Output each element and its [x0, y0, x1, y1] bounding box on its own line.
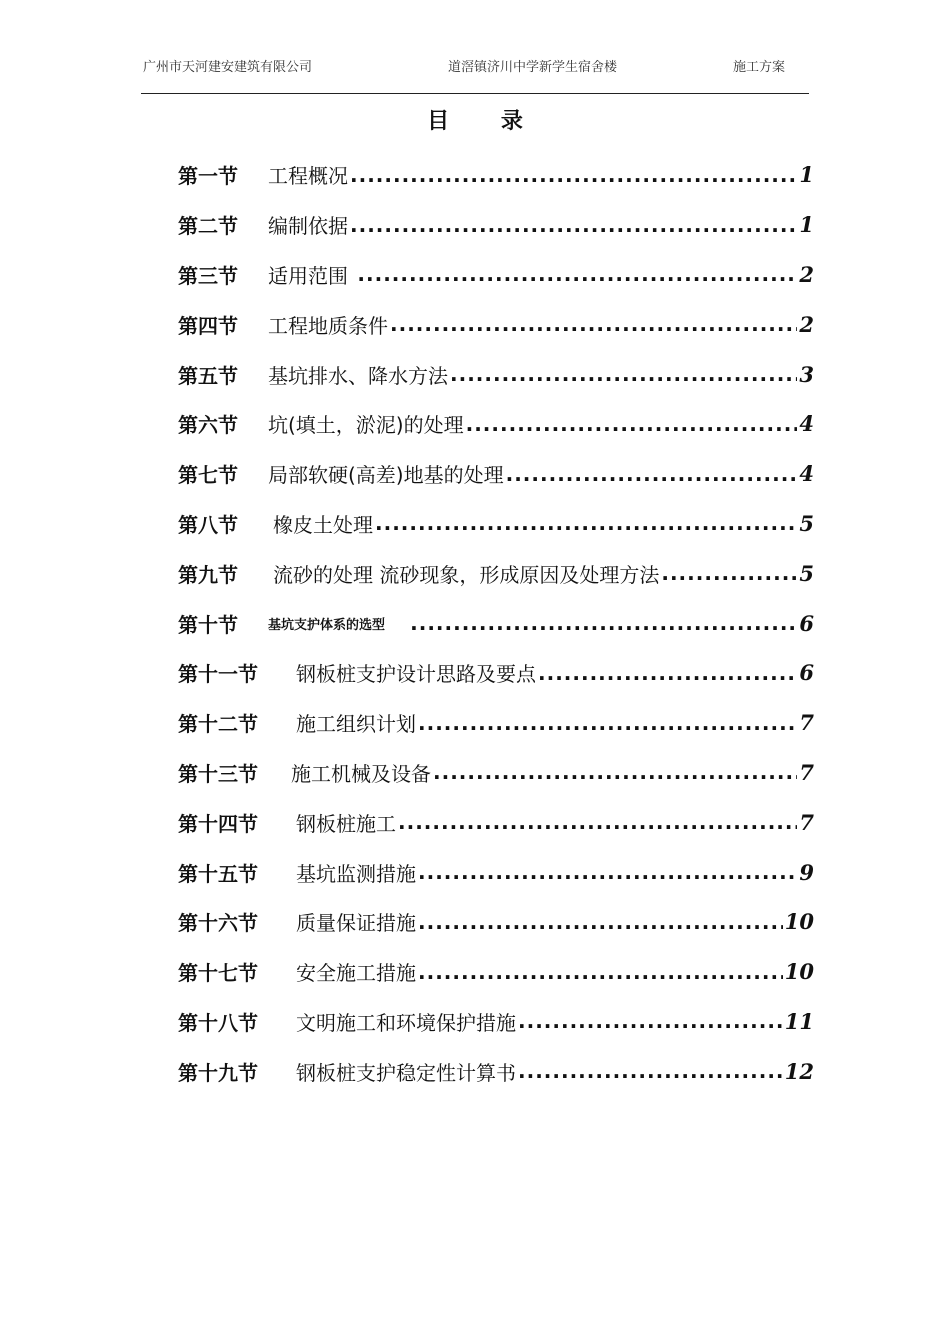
toc-entry[interactable]	[178, 1046, 814, 1096]
toc-entry-page: 4	[799, 411, 814, 437]
toc-dot-leader	[418, 712, 797, 734]
toc-entry-section: 第四节	[178, 313, 238, 338]
toc-entry[interactable]	[178, 150, 814, 200]
toc-entry[interactable]	[178, 698, 814, 748]
toc-entry[interactable]	[178, 499, 814, 549]
toc-entry-page: 6	[799, 660, 814, 686]
toc-entry[interactable]	[178, 399, 814, 449]
table-of-contents	[178, 150, 814, 1096]
toc-dot-leader	[661, 562, 797, 584]
header-divider	[141, 93, 809, 94]
toc-entry-page: 11	[784, 1008, 814, 1034]
toc-entry[interactable]	[178, 598, 814, 648]
toc-entry-page: 1	[799, 212, 814, 238]
toc-dot-leader	[518, 1060, 783, 1082]
header-company-name: 广州市天河建安建筑有限公司	[143, 60, 313, 75]
toc-dot-leader	[357, 263, 797, 285]
toc-entry-title: 流砂的处理 流砂现象，形成原因及处理方法	[273, 562, 660, 587]
toc-entry[interactable]	[178, 797, 814, 847]
toc-dot-leader	[418, 911, 783, 933]
toc-entry-page: 4	[799, 461, 814, 487]
toc-dot-leader	[518, 1010, 783, 1032]
toc-entry-section: 第十四节	[178, 811, 258, 836]
toc-entry-section: 第十八节	[178, 1010, 258, 1035]
toc-title: 目 录	[427, 109, 545, 134]
toc-dot-leader	[538, 662, 797, 684]
toc-entry-page: 1	[799, 162, 814, 188]
toc-entry-page: 7	[799, 759, 814, 785]
toc-entry-section: 第三节	[178, 263, 238, 288]
toc-dot-leader	[410, 612, 797, 634]
toc-dot-leader	[466, 413, 798, 435]
toc-entry-title: 钢板桩支护设计思路及要点	[296, 662, 536, 687]
toc-entry-page: 10	[784, 959, 814, 985]
header-project-name: 道滘镇济川中学新学生宿舍楼	[448, 60, 618, 75]
toc-dot-leader	[418, 961, 783, 983]
toc-entry-section: 第一节	[178, 164, 238, 189]
toc-entry-page: 6	[799, 610, 814, 636]
toc-entry[interactable]	[178, 847, 814, 897]
toc-entry-section: 第十五节	[178, 861, 258, 886]
toc-entry-title: 质量保证措施	[296, 911, 416, 936]
toc-entry[interactable]	[178, 449, 814, 499]
toc-dot-leader	[398, 811, 797, 833]
toc-dot-leader	[350, 164, 797, 186]
toc-dot-leader	[390, 313, 797, 335]
toc-entry-title: 工程概况	[268, 164, 348, 189]
toc-entry-section: 第五节	[178, 363, 238, 388]
toc-dot-leader	[350, 214, 797, 236]
toc-entry[interactable]	[178, 250, 814, 300]
toc-entry-section: 第九节	[178, 562, 238, 587]
toc-entry-section: 第七节	[178, 463, 238, 488]
toc-dot-leader	[418, 861, 797, 883]
toc-entry[interactable]	[178, 648, 814, 698]
toc-entry[interactable]	[178, 897, 814, 947]
toc-entry-page: 2	[799, 261, 814, 287]
toc-entry-title: 基坑监测措施	[296, 861, 416, 886]
page-header	[0, 56, 950, 76]
toc-entry-page: 9	[799, 859, 814, 885]
toc-entry-title: 基坑支护体系的选型	[268, 617, 386, 633]
toc-entry[interactable]	[178, 200, 814, 250]
toc-dot-leader	[433, 761, 797, 783]
toc-entry[interactable]	[178, 947, 814, 997]
toc-entry-page: 7	[799, 710, 814, 736]
toc-entry-title: 橡皮土处理	[273, 512, 373, 537]
toc-entry-title: 施工组织计划	[296, 712, 416, 737]
toc-entry-title: 局部软硬(高差)地基的处理	[268, 463, 504, 488]
toc-dot-leader	[450, 363, 797, 385]
toc-entry-page: 5	[799, 560, 814, 586]
toc-entry-title: 编制依据	[268, 214, 348, 239]
toc-entry-title: 钢板桩支护稳定性计算书	[296, 1060, 516, 1085]
toc-entry-title: 基坑排水、降水方法	[268, 363, 448, 388]
toc-entry-title: 施工机械及设备	[291, 761, 431, 786]
toc-entry-page: 3	[799, 361, 814, 387]
toc-entry-title: 适用范围	[268, 263, 348, 288]
toc-entry[interactable]	[178, 748, 814, 798]
toc-entry-title: 工程地质条件	[268, 313, 388, 338]
toc-entry-page: 5	[799, 510, 814, 536]
toc-entry-page: 10	[784, 909, 814, 935]
header-document-type: 施工方案	[733, 60, 786, 75]
toc-entry-title: 文明施工和环境保护措施	[296, 1010, 516, 1035]
toc-entry-title: 坑(填土，淤泥)的处理	[268, 413, 464, 438]
toc-entry-section: 第十六节	[178, 911, 258, 936]
toc-entry-section: 第十二节	[178, 712, 258, 737]
toc-entry[interactable]	[178, 349, 814, 399]
toc-entry[interactable]	[178, 548, 814, 598]
toc-entry-section: 第十九节	[178, 1060, 258, 1085]
toc-entry[interactable]	[178, 299, 814, 349]
toc-entry-title: 安全施工措施	[296, 961, 416, 986]
toc-entry-section: 第六节	[178, 413, 238, 438]
toc-entry[interactable]	[178, 997, 814, 1047]
toc-dot-leader	[506, 463, 798, 485]
toc-entry-section: 第十一节	[178, 662, 258, 687]
toc-entry-section: 第十节	[178, 612, 238, 637]
toc-entry-title: 钢板桩施工	[296, 811, 396, 836]
toc-entry-page: 2	[799, 311, 814, 337]
toc-entry-section: 第十七节	[178, 961, 258, 986]
toc-entry-page: 7	[799, 809, 814, 835]
toc-entry-section: 第二节	[178, 214, 238, 239]
toc-entry-page: 12	[784, 1058, 814, 1084]
toc-dot-leader	[375, 512, 797, 534]
toc-entry-section: 第十三节	[178, 761, 258, 786]
toc-entry-section: 第八节	[178, 512, 238, 537]
